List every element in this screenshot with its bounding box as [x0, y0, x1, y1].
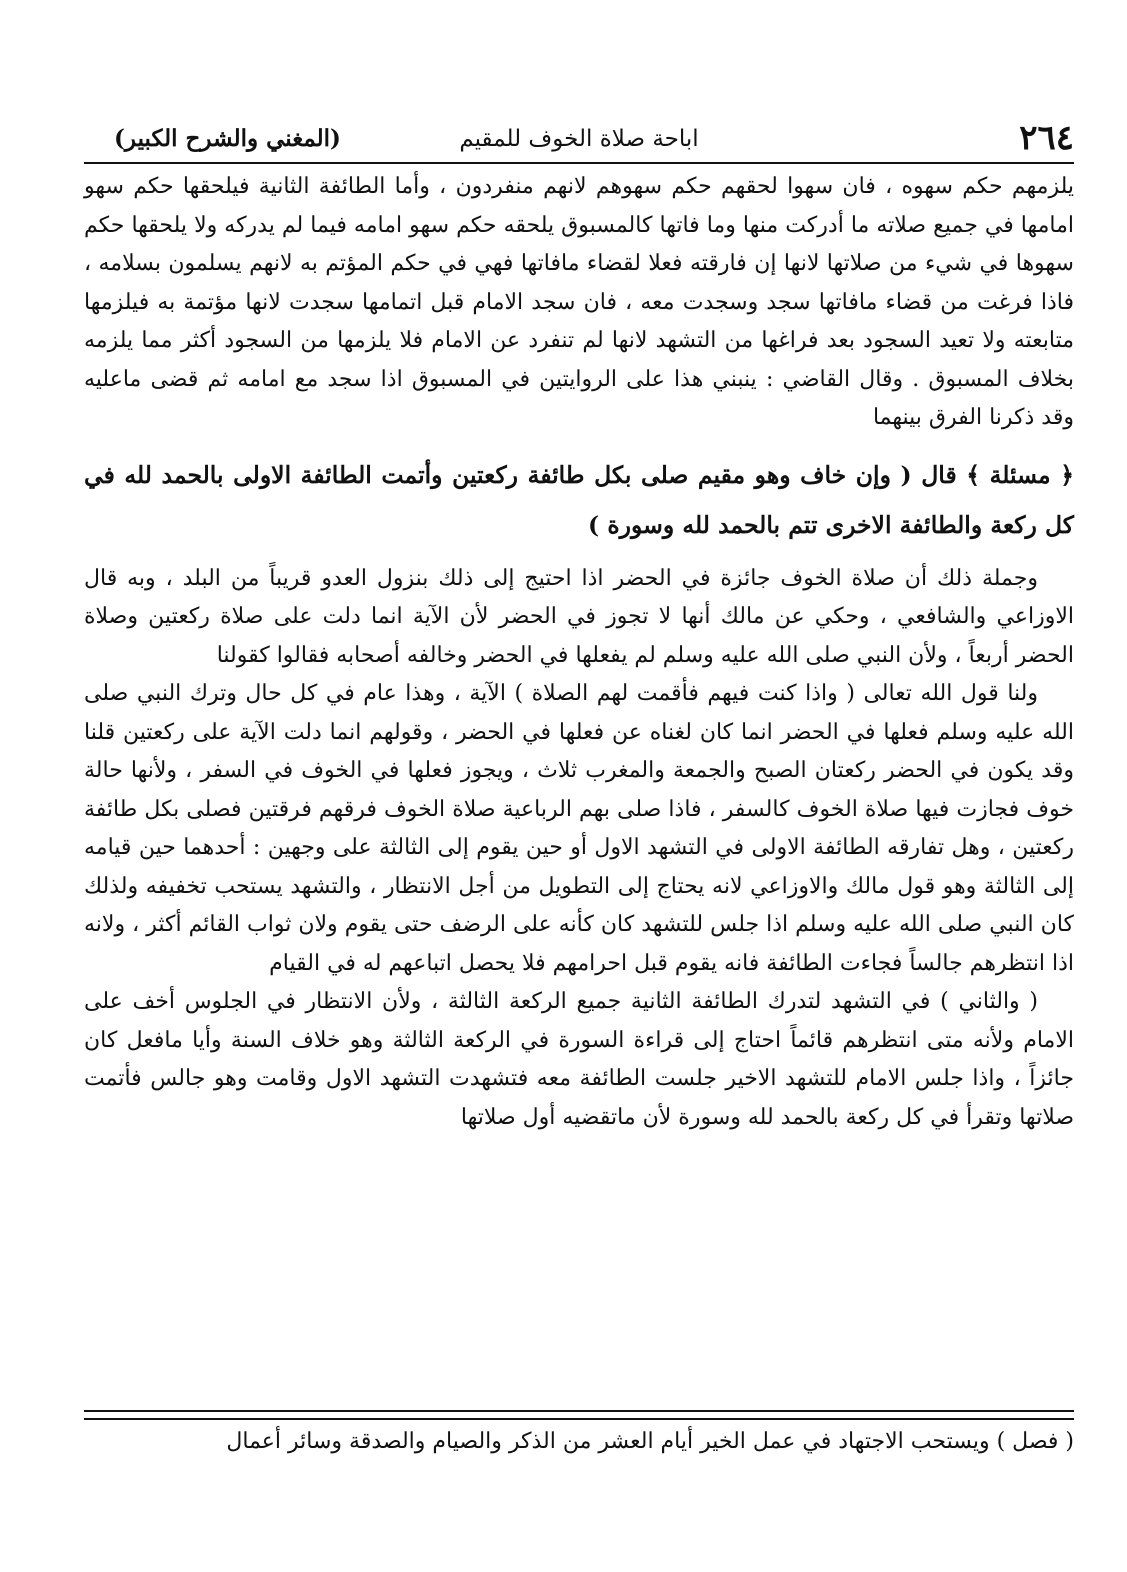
footnote-divider: [84, 1410, 1074, 1420]
book-title: (المغني والشرح الكبير): [114, 125, 341, 152]
paragraph-second-view: ( والثاني ) في التشهد لتدرك الطائفة الثانية جميع الركعة الثالثة ، ولأن الانتظار في الجلوس أخف على الامام ولأنه متى انتظرهم قائماً احتاج إلى قراءة السورة في الركعة الثالثة وهو خلاف السنة وأيا مافعل كان جائزاً ، واذا جلس الامام للتشهد الاخير جلست الطائفة معه فتشهدت التشهد الاول وقامت وهو جالس فأتمت صلاتها وتقرأ في كل ركعة بالحمد لله وسورة لأن ماتقضيه أول صلاتها: [84, 989, 1074, 1130]
page-number: ٢٦٤: [1019, 118, 1074, 158]
paragraph-continuation: يلزمهم حكم سهوه ، فان سهوا لحقهم حكم سهوهم لانهم منفردون ، وأما الطائفة الثانية فيلحقها حكم سهو امامها في جميع صلاته ما أدركت منها وما فاتها كالمسبوق يلحقه حكم سهو امامه فيما لم يدركه ولا يلحقها حكم سهوها في شيء من صلاتها لانها إن فارقته فعلا لقضاء مافاتها فهي في حكم المؤتم به لانهم يسلمون بسلامه ، فاذا فرغت من قضاء مافاتها سجد وسجدت معه ، فان سجد الامام قبل اتمامها سجدت لانها مؤتمة به فيلزمها متابعته ولا تعيد السجود بعد فراغها من التشهد لانها لم تنفرد عن الامام فلا يلزمها من السجود أكثر مما يلزمه بخلاف المسبوق . وقال القاضي : ينبني هذا على الروايتين في المسبوق اذا سجد مع امامه ثم قضى ماعليه وقد ذكرنا الفرق بينهما: [84, 174, 1074, 430]
footnote: ( فصل ) ويستحب الاجتهاد في عمل الخير أيام العشر من الذكر والصيام والصدقة وسائر أعمال: [226, 1429, 1074, 1454]
paragraph-explanation: وجملة ذلك أن صلاة الخوف جائزة في الحضر اذا احتيج إلى ذلك بنزول العدو قريباً من البلد ، وبه قال الاوزاعي والشافعي ، وحكي عن مالك أنها لا تجوز في الحضر لأن الآية انما دلت على صلاة ركعتين وصلاة الحضر أربعاً ، ولأن النبي صلى الله عليه وسلم لم يفعلها في الحضر وخالفه أصحابه فقالوا كقولنا: [84, 565, 1074, 668]
paragraph-evidence: ولنا قول الله تعالى ( واذا كنت فيهم فأقمت لهم الصلاة ) الآية ، وهذا عام في كل حال وترك النبي صلى الله عليه وسلم فعلها في الحضر انما كان لغناه عن فعلها في الحضر ، وقولهم انما دلت الآية على ركعتين قلنا وقد يكون في الحضر ركعتان الصبح والجمعة والمغرب ثلاث ، ويجوز فعلها في الخوف في السفر ، ولأنها حالة خوف فجازت فيها صلاة الخوف كالسفر ، فاذا صلى بهم الرباعية صلاة الخوف فرقهم فرقتين فصلى بكل طائفة ركعتين ، وهل تفارقه الطائفة الاولى في التشهد الاول أو حين يقوم إلى الثالثة على وجهين : أحدهما حين قيامه إلى الثالثة وهو قول مالك والاوزاعي لانه يحتاج إلى التطويل من أجل الانتظار ، والتشهد يستحب تخفيفه ولذلك كان النبي صلى الله عليه وسلم اذا جلس للتشهد كان كأنه على الرضف حتى يقوم ولان ثواب القائم أكثر ، ولانه اذا انتظرهم جالساً فجاءت الطائفة فانه يقوم قبل احرامهم فلا يحصل اتباعهم له في القيام: [84, 681, 1074, 976]
masala-heading: ﴿ مسئلة ﴾ قال ( وإن خاف وهو مقيم صلى بكل طائفة ركعتين وأتمت الطائفة الاولى بالحمد لله في كل ركعة والطائفة الاخرى تتم بالحمد لله وسورة ): [84, 460, 1074, 539]
page-header: [84, 118, 1074, 158]
main-text: [84, 168, 1074, 1137]
header-divider: [84, 162, 1074, 164]
running-title: اباحة صلاة الخوف للمقيم: [459, 126, 699, 152]
